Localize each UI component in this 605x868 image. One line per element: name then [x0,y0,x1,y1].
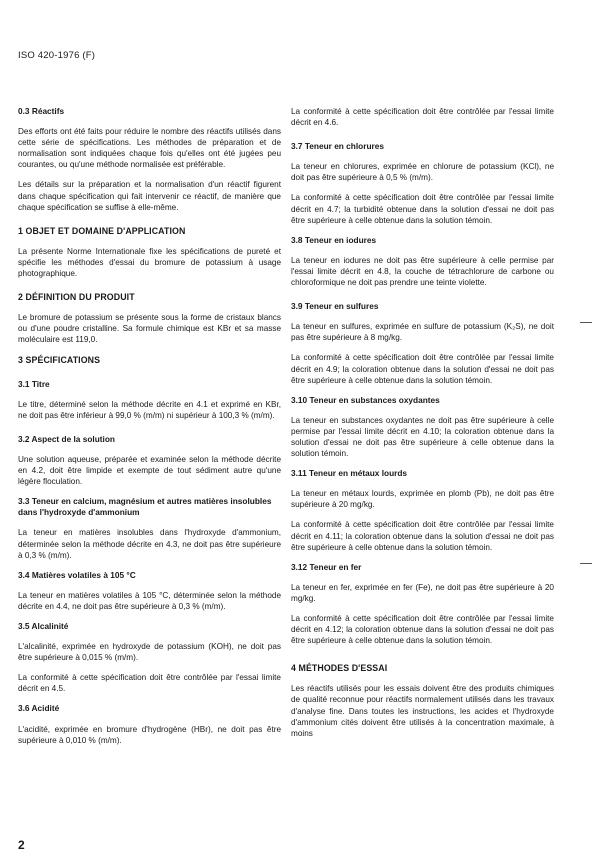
section-3-7-paragraph-2: La conformité à cette spécification doit être contrôlée par l'essai limite décrit en 4.7; la turbidité obtenue dans la solution d'essai ne doit pas être supérieure à celle obtenue dans la solution témoin. [291,193,554,225]
section-3-5-paragraph-1: L'alcalinité, exprimée en hydroxyde de potassium (KOH), ne doit pas être supérieure à 0,015 % (m/m). [18,642,281,663]
section-3-8-heading: 3.8 Teneur en iodures [291,234,377,245]
section-3-12-paragraph-1: La teneur en fer, exprimée en fer (Fe), ne doit pas être supérieure à 20 mg/kg. [291,582,554,603]
right-column [291,106,554,748]
section-3-5-paragraph-2: La conformité à cette spécification doit être contrôlée par l'essai limite décrit en 4.5. [18,673,281,694]
section-3-8-paragraph: La teneur en iodures ne doit pas être supérieure à celle permise par l'essai limite décrit en 4.8, la couche de tétrachlorure de carbone ou chloroformique ne doit pas prendre une teinte violette. [291,255,554,288]
section-0-3-paragraph-1: Des efforts ont été faits pour réduire le nombre des réactifs utilisés dans cette série de spécifications. Les méthodes de préparation et de normalisation sont indiquées chaque fois qu'elles ont été jugées peu courantes, ou qu'une méthode normalisée est préférable. [18,127,281,170]
section-3-4-heading: 3.4 Matières volatiles à 105 °C [18,569,136,580]
section-3-7-heading: 3.7 Teneur en chlorures [291,141,384,152]
section-3-9-heading: 3.9 Teneur en sulfures [291,301,379,312]
left-column [18,106,281,755]
section-3-7-paragraph-1: La teneur en chlorures, exprimée en chlorure de potassium (KCl), ne doit pas être supérieure à 0,5 % (m/m). [291,162,554,183]
section-3-2-paragraph: Une solution aqueuse, préparée et examinée selon la méthode décrite en 4.2, doit être limpide et exempte de tout sédiment autre qu'une légère floculation. [18,454,281,487]
section-3-9-paragraph-2: La conformité à cette spécification doit être contrôlée par l'essai limite décrit en 4.9; la coloration obtenue dans la solution d'essai ne doit pas être supérieure à celle obtenue dans la solution témoin. [291,353,554,385]
section-1-heading: 1 OBJET ET DOMAINE D'APPLICATION [18,225,186,236]
section-3-3-heading: 3.3 Teneur en calcium, magnésium et autres matières insolubles dans l'hydroxyde d'ammonium [18,496,272,518]
section-2-heading: 2 DÉFINITION DU PRODUIT [18,292,135,303]
section-3-2-heading: 3.2 Aspect de la solution [18,433,115,444]
section-3-1-heading: 3.1 Titre [18,378,50,389]
section-3-12-heading: 3.12 Teneur en fer [291,561,362,572]
section-3-6-paragraph-1: L'acidité, exprimée en bromure d'hydrogène (HBr), ne doit pas être supérieure à 0,010 % (m/m). [18,724,281,745]
section-3-10-paragraph: La teneur en substances oxydantes ne doit pas être supérieure à celle permise par l'essai limite décrit en 4.10; la coloration obtenue dans la solution d'essai ne doit pas être supérieure à celle obtenue dans la solution témoin. [291,415,554,459]
margin-mark [580,322,592,323]
margin-mark [580,563,592,564]
section-3-1-paragraph: Le titre, déterminé selon la méthode décrite en 4.1 et exprimé en KBr, ne doit pas être inférieur à 99,0 % (m/m) ni supérieur à 100,3 % (m/m). [18,399,281,420]
section-3-6-paragraph-2: La conformité à cette spécification doit être contrôlée par l'essai limite décrit en 4.6. [291,107,554,128]
document-header: ISO 420-1976 (F) [18,50,96,61]
section-4-heading: 4 MÉTHODES D'ESSAI [291,663,388,674]
section-4-paragraph: Les réactifs utilisés pour les essais doivent être des produits chimiques de qualité reconnue pour réactifs normalement utilisés dans les travaux d'analyse fine. Dans toutes les instructions, les acides et l'hydroxyde d'ammonium cités doivent être utilisés à la concentration maximale, à moins [291,684,554,738]
section-3-9-paragraph-1: La teneur en sulfures, exprimée en sulfure de potassium (K₂S), ne doit pas être supérieure à 8 mg/kg. [291,322,554,343]
page-number: 2 [18,838,25,852]
section-3-5-heading: 3.5 Alcalinité [18,621,69,631]
section-3-11-paragraph-2: La conformité à cette spécification doit être contrôlée par l'essai limite décrit en 4.11; la coloration obtenue dans la solution d'essai ne doit pas être supérieure à celle obtenue dans la solution témoin. [291,520,554,552]
section-0-3-paragraph-2: Les détails sur la préparation et la normalisation d'un réactif figurent dans chaque spécification qui fait intervenir ce réactif, de manière que chaque spécification se suffise à elle-même. [18,180,281,212]
section-3-11-paragraph-1: La teneur en métaux lourds, exprimée en plomb (Pb), ne doit pas être supérieure à 20 mg/kg. [291,489,554,510]
section-2-paragraph: Le bromure de potassium se présente sous la forme de cristaux blancs ou d'une poudre cristalline. Sa formule chimique est KBr et sa masse moléculaire est 119,0. [18,313,281,345]
section-1-paragraph: La présente Norme Internationale fixe les spécifications de pureté et spécifie les méthodes d'essai du bromure de potassium à usage photographique. [18,246,281,279]
section-3-12-paragraph-2: La conformité à cette spécification doit être contrôlée par l'essai limite décrit en 4.12; la coloration obtenue dans la solution d'essai ne doit pas être supérieure à celle obtenue dans la solution témoin. [291,614,554,646]
section-3-11-heading: 3.11 Teneur en métaux lourds [291,468,408,479]
section-3-10-heading: 3.10 Teneur en substances oxydantes [291,394,440,405]
section-0-3-heading: 0.3 Réactifs [18,106,65,116]
section-3-heading: 3 SPÉCIFICATIONS [18,354,101,365]
section-3-3-paragraph: La teneur en matières insolubles dans l'hydroxyde d'ammonium, déterminée selon la méthode décrite en 4.3, ne doit pas être supérieure à 0,3 % (m/m). [18,528,281,560]
section-3-4-paragraph: La teneur en matières volatiles à 105 °C, déterminée selon la méthode décrite en 4.4, ne doit pas être supérieure à 0,3 % (m/m). [18,590,281,611]
section-3-6-heading: 3.6 Acidité [18,703,60,714]
